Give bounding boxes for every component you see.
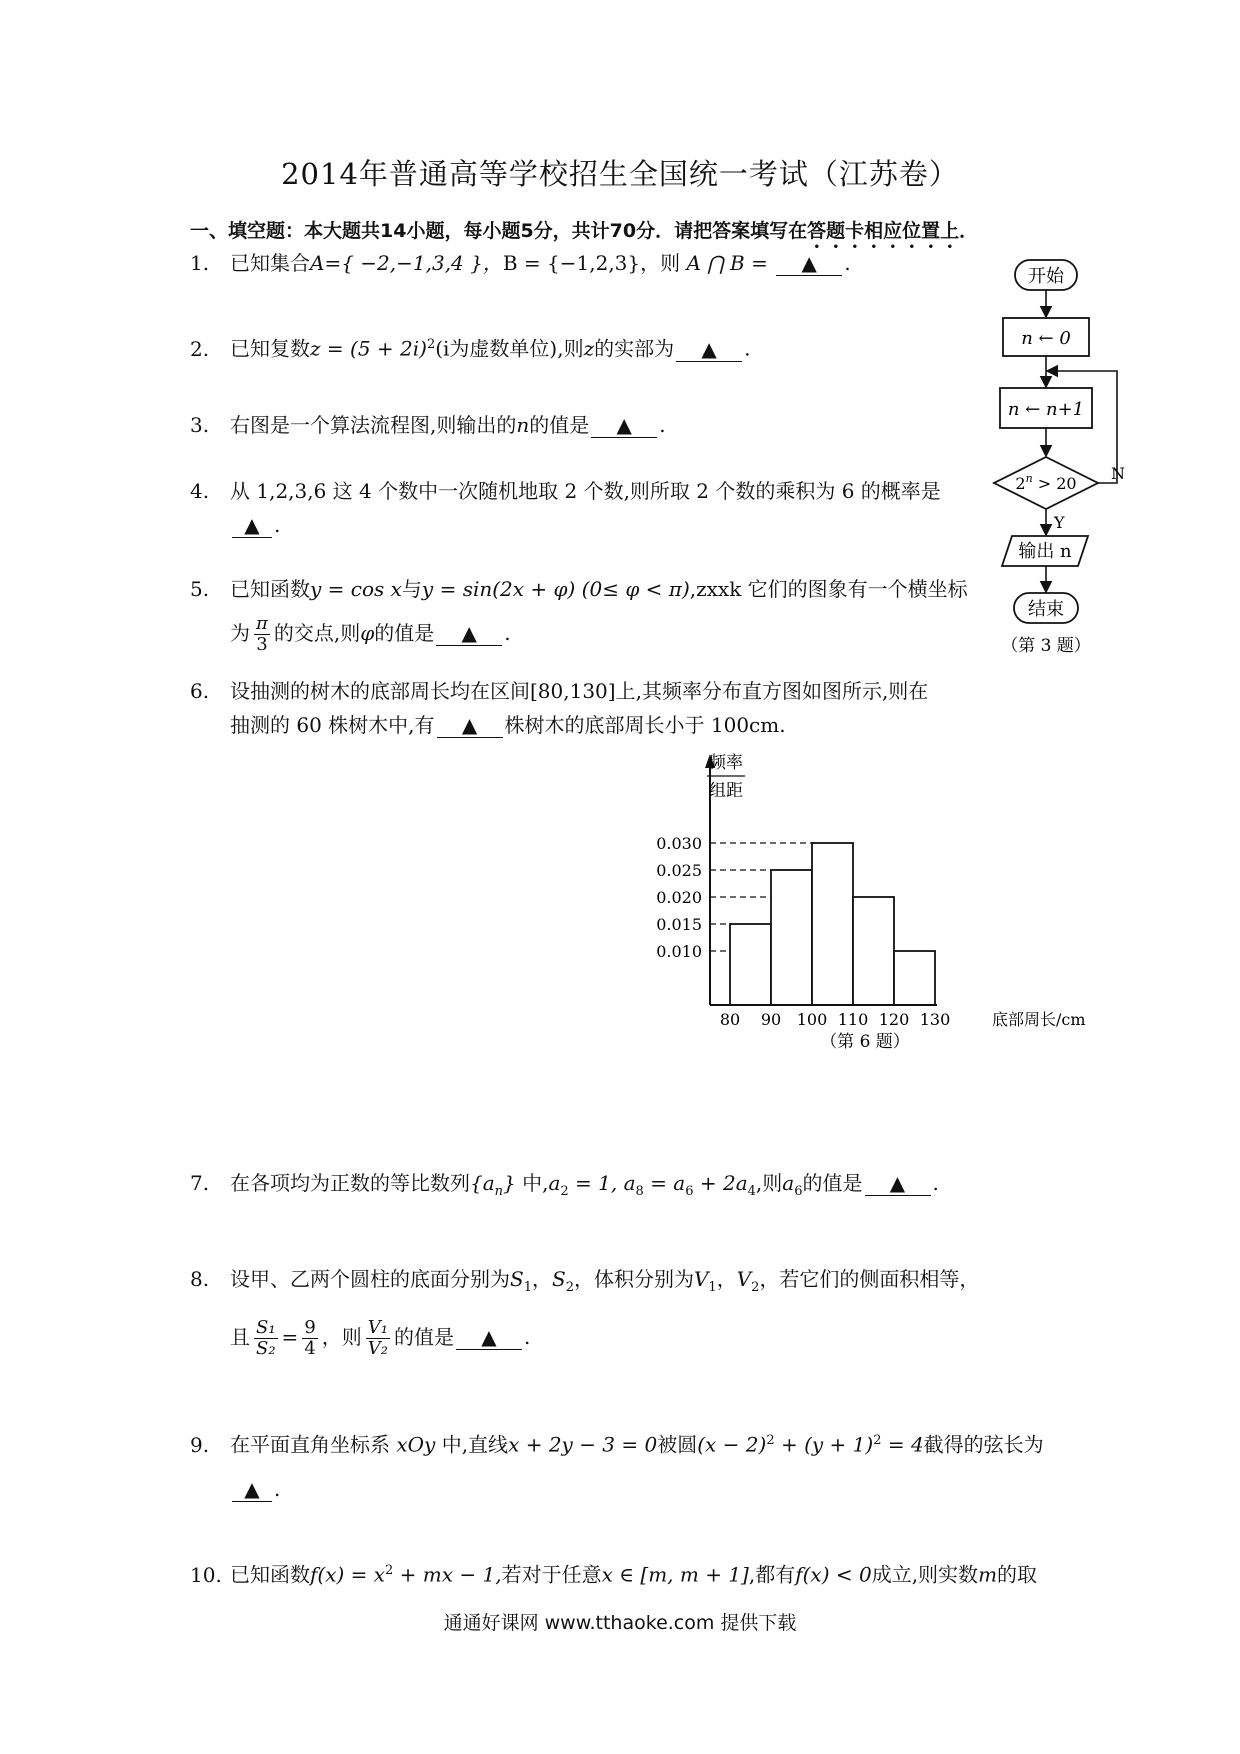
- section-suffix: ．: [959, 220, 979, 242]
- x-tick-label: 80: [719, 1010, 741, 1029]
- histogram-bar: [730, 924, 771, 1005]
- x-tick-label: 120: [878, 1010, 910, 1029]
- flow-init-label: n ← 0: [1021, 328, 1071, 349]
- question-9: 9. 在平面直角坐标系 xOy 中,直线x + 2y − 3 = 0被圆$(x - 2)^2 + (y + 1)^2 = 4$截得的弦长为: [190, 1432, 1044, 1457]
- question-1: 1. 已知集合A={ −2,−1,3,4 }，B = {−1,2,3}，则 A ⋂ B = ▲ .: [190, 251, 851, 275]
- fraction: $\frac{\pi}{3}$: [256, 613, 268, 655]
- question-9-cont: ▲ .: [230, 1474, 280, 1504]
- histogram-bar: [853, 897, 894, 1005]
- answer-blank: ▲: [865, 1171, 931, 1196]
- chart-caption: （第 6 题）: [820, 1032, 910, 1052]
- question-6: 6. 设抽测的树木的底部周长均在区间[80,130]上,其频率分布直方图如图所示,则在: [190, 679, 929, 703]
- x-tick-label: 130: [919, 1010, 951, 1029]
- answer-blank: ▲: [232, 1477, 272, 1502]
- fraction: $\frac{\text{V₁}}{\text{V₂}}$: [367, 1317, 388, 1359]
- answer-blank: ▲: [591, 413, 657, 438]
- answer-blank: ▲: [232, 513, 272, 538]
- question-5: 5. 已知函数y = cos x与y = sin(2x + φ) (0≤ φ < π),zxxk 它们的图象有一个横坐标: [190, 577, 968, 601]
- flow-caption: （第 3 题）: [1001, 636, 1091, 656]
- y-tick-label: 0.030: [656, 834, 702, 853]
- question-10: 10. 已知函数$f(x) = x^2$ + mx − 1,若对于任意x ∈ [m, m + 1],都有f(x) < 0成立,则实数m的取: [190, 1562, 1038, 1587]
- page-footer: 通通好课网 www.tthaoke.com 提供下载: [443, 1612, 797, 1634]
- answer-blank: ▲: [456, 1325, 522, 1350]
- histogram-bar: [894, 951, 935, 1005]
- xlabel: 底部周长/cm: [992, 1010, 1086, 1029]
- exam-title: 2014年普通高等学校招生全国统一考试（江苏卷）: [281, 157, 959, 191]
- x-tick-label: 110: [837, 1010, 869, 1029]
- question-4: 4. 从 1,2,3,6 这 4 个数中一次随机地取 2 个数,则所取 2 个数的乘积为 6 的概率是: [190, 479, 941, 503]
- question-5-cont: 为 $\frac{\pi}{3}$ 的交点,则φ的值是 ▲ .: [230, 613, 511, 655]
- answer-blank: ▲: [676, 337, 742, 362]
- histogram-plot: [656, 754, 950, 1029]
- flow-yes-label: Y: [1054, 513, 1065, 532]
- answer-blank: ▲: [436, 621, 502, 646]
- fraction: $\frac{9}{4}$: [304, 1317, 316, 1359]
- flowchart: [990, 255, 1140, 665]
- flow-condition-label: $2^n > 20$: [1015, 472, 1077, 493]
- flow-start-label: 开始: [1028, 266, 1064, 287]
- y-tick-label: 0.025: [656, 861, 702, 880]
- x-tick-label: 100: [796, 1010, 828, 1029]
- y-tick-label: 0.020: [656, 888, 702, 907]
- histogram-bar: [771, 870, 812, 1005]
- ylabel-bottom: 组距: [709, 781, 743, 801]
- question-6-cont: 抽测的 60 株树木中,有 ▲ 株树木的底部周长小于 100cm.: [230, 713, 786, 737]
- x-tick-label: 90: [760, 1010, 782, 1029]
- question-3: 3. 右图是一个算法流程图,则输出的n的值是 ▲ .: [190, 413, 666, 437]
- question-8: 8. 设甲、乙两个圆柱的底面分别为$S_1$，$S_2$，体积分别为$V_1$，$V_2$，若它们的侧面积相等，: [190, 1267, 980, 1295]
- histogram-bar: [812, 843, 853, 1005]
- flow-no-label: N: [1111, 464, 1125, 483]
- flow-output-label: 输出 n: [1018, 541, 1072, 562]
- flow-end-label: 结束: [1028, 599, 1064, 620]
- question-2: 2. 已知复数$z = (5 + 2i)^2(i$为虚数单位),则z的实部为 ▲ .: [190, 336, 751, 361]
- answer-blank: ▲: [437, 713, 503, 738]
- y-tick-label: 0.010: [656, 942, 702, 961]
- section-prefix: 一、填空题：本大题共14小题，每小题5分，共计70分．请把答案填写在: [190, 220, 808, 242]
- question-4-cont: ▲ .: [230, 510, 280, 540]
- answer-blank: ▲: [776, 251, 842, 276]
- histogram-chart: [640, 740, 1120, 1070]
- ylabel-top: 频率: [709, 753, 743, 773]
- question-8-cont: 且 $\frac{\text{S₁}}{\text{S₂}}$ = $\frac{9}{4}$ ，则 $\frac{\text{V₁}}{\text{V₂}}$ 的值是 ▲ .: [230, 1317, 531, 1359]
- question-7: 7. 在各项均为正数的等比数列$\{a_n\}$ 中$,a_2 = 1$, $a_8 = a_6 + 2a_4$,则$a_6$的值是 ▲ .: [190, 1171, 939, 1199]
- y-tick-label: 0.015: [656, 915, 702, 934]
- flow-step-label: n ← n+1: [1007, 399, 1085, 420]
- section-emphasis: 答题卡相应位置上: [807, 220, 960, 242]
- fraction: $\frac{\text{S₁}}{\text{S₂}}$: [256, 1317, 276, 1359]
